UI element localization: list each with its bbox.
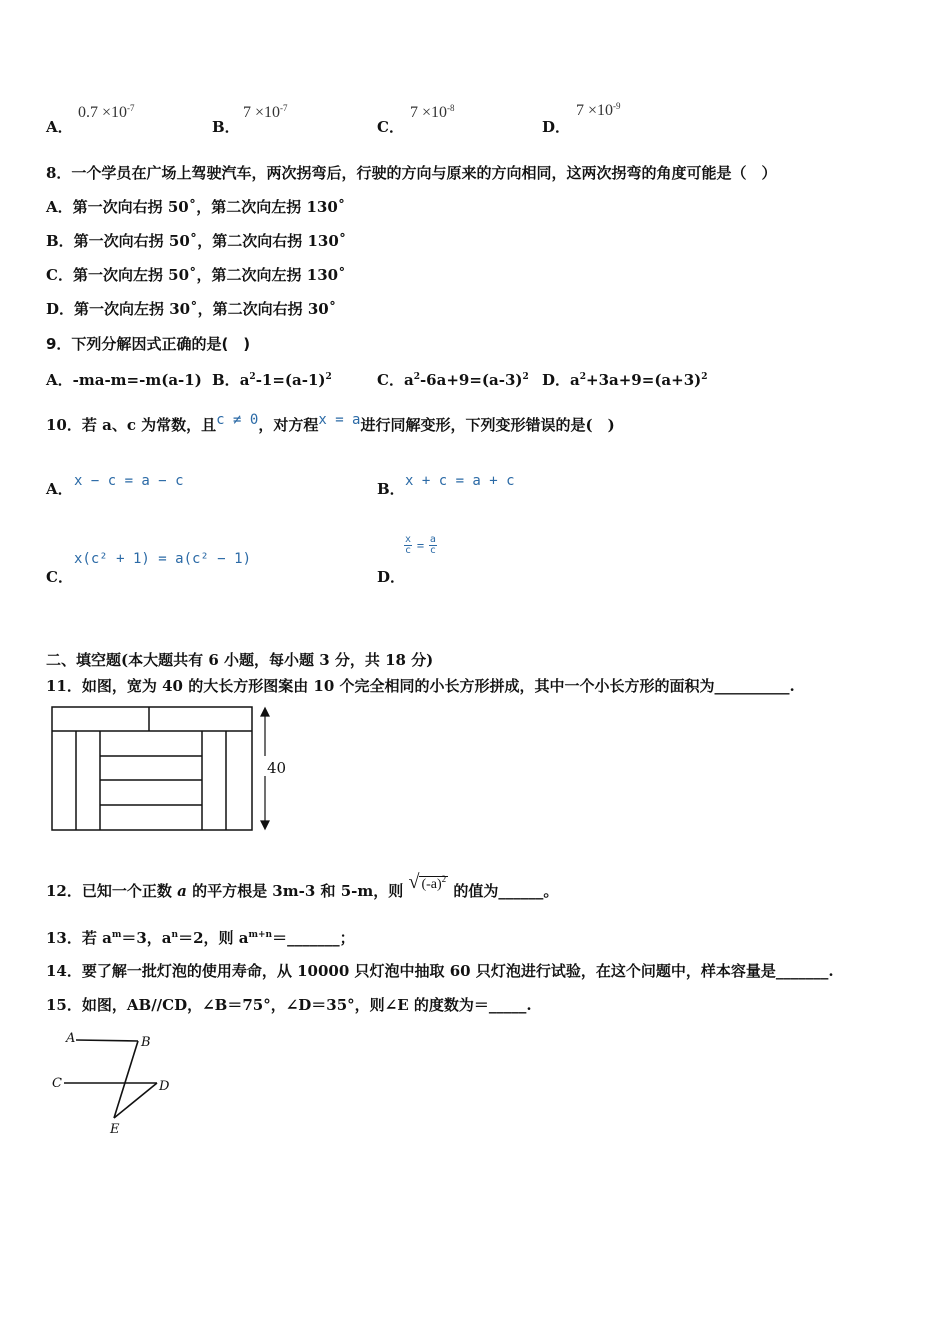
q10-option-b-letter: B． <box>377 480 405 498</box>
q9-stem: 9．下列分解因式正确的是( ) <box>46 335 251 353</box>
section-2-title: 二、填空题(本大题共有 6 小题，每小题 3 分，共 18 分) <box>46 651 434 669</box>
q7-option-a: A． <box>46 118 73 136</box>
q12-sqrt-expression: √ $(-a)^2$ <box>408 871 447 893</box>
q7-option-a-math: $0.7 \times 10^{-7}$ <box>78 103 135 121</box>
q14-stem: 14．要了解一批灯泡的使用寿命，从 10000 只灯泡中抽取 60 只灯泡进行试验，在这个问题中，样本容量是_______. <box>46 962 834 980</box>
q10-option-d-math: $\frac{x}{c}$ = $\frac{a}{c}$ <box>405 534 436 556</box>
q10-option-c-math: x(c² + 1) = a(c² − 1) <box>74 551 252 567</box>
q7-option-d-math: $7 \times 10^{-9}$ <box>576 101 621 119</box>
q8-option-a: A．第一次向右拐 50˚，第二次向左拐 130˚ <box>46 198 346 216</box>
q11-width-label: 40 <box>267 759 287 777</box>
q7-option-c-math: $7 \times 10^{-8}$ <box>410 103 455 121</box>
q15-angle-figure <box>46 1026 186 1138</box>
q9-option-b: B．$a^2-1=(a-1)^2$ <box>212 371 332 389</box>
point-a-label: A <box>66 1031 76 1046</box>
q10-equation: x = a <box>318 412 361 428</box>
q10-option-d-letter: D． <box>377 568 406 586</box>
fraction-x-over-c: $\frac{x}{c}$ <box>405 534 412 556</box>
q10-option-a-letter: A． <box>46 480 73 498</box>
q9-option-d: D．$a^2+3a+9=(a+3)^2$ <box>542 371 708 389</box>
q12-stem: 12．已知一个正数 a 的平方根是 3m-3 和 5-m，则 √ $(-a)^2$ 的值为______。 <box>46 871 559 900</box>
q15-stem: 15．如图，AB//CD，∠B＝75°，∠D＝35°，则∠E 的度数为＝_____. <box>46 996 532 1014</box>
q11-rectangle-figure <box>46 704 287 834</box>
q10-option-b-math: x + c = a + c <box>405 473 515 489</box>
q8-option-b: B．第一次向右拐 50˚，第二次向右拐 130˚ <box>46 232 347 250</box>
q7-option-b-math: $7 \times 10^{-7}$ <box>243 103 288 121</box>
q10-option-c-letter: C． <box>46 568 73 586</box>
q10-option-a-math: x − c = a − c <box>74 473 184 489</box>
q9-option-c: C．$a^2-6a+9=(a-3)^2$ <box>377 371 529 389</box>
q9-option-a: A．-ma-m=-m(a-1) <box>46 371 202 389</box>
q13-stem: 13．若 $a^m=3$，$a^n=2$，则 $a^{m+n}=\_\_\_\_\_\_\_$； <box>46 929 355 947</box>
point-b-label: B <box>141 1035 151 1050</box>
fraction-a-over-c: $\frac{a}{c}$ <box>429 534 436 556</box>
q8-option-c: C．第一次向左拐 50˚，第二次向左拐 130˚ <box>46 266 346 284</box>
q7-option-d: D． <box>542 118 571 136</box>
q8-stem: 8．一个学员在广场上驾驶汽车，两次拐弯后，行驶的方向与原来的方向相同，这两次拐弯的角度可能是（ ） <box>46 164 777 182</box>
q7-option-c: C． <box>377 118 404 136</box>
point-d-label: D <box>159 1079 170 1094</box>
point-c-label: C <box>52 1076 62 1091</box>
q10-stem: 10．若 a、c 为常数，且c ≠ 0，对方程x = a进行同解变形，下列变形错误的是( ) <box>46 412 615 434</box>
q11-stem: 11．如图，宽为 40 的大长方形图案由 10 个完全相同的小长方形拼成，其中一个小长方形的面积为__________. <box>46 677 795 695</box>
q10-condition: c ≠ 0 <box>216 412 259 428</box>
point-e-label: E <box>110 1122 120 1137</box>
q8-option-d: D．第一次向左拐 30˚，第二次向右拐 30˚ <box>46 300 337 318</box>
q7-option-b: B． <box>212 118 240 136</box>
